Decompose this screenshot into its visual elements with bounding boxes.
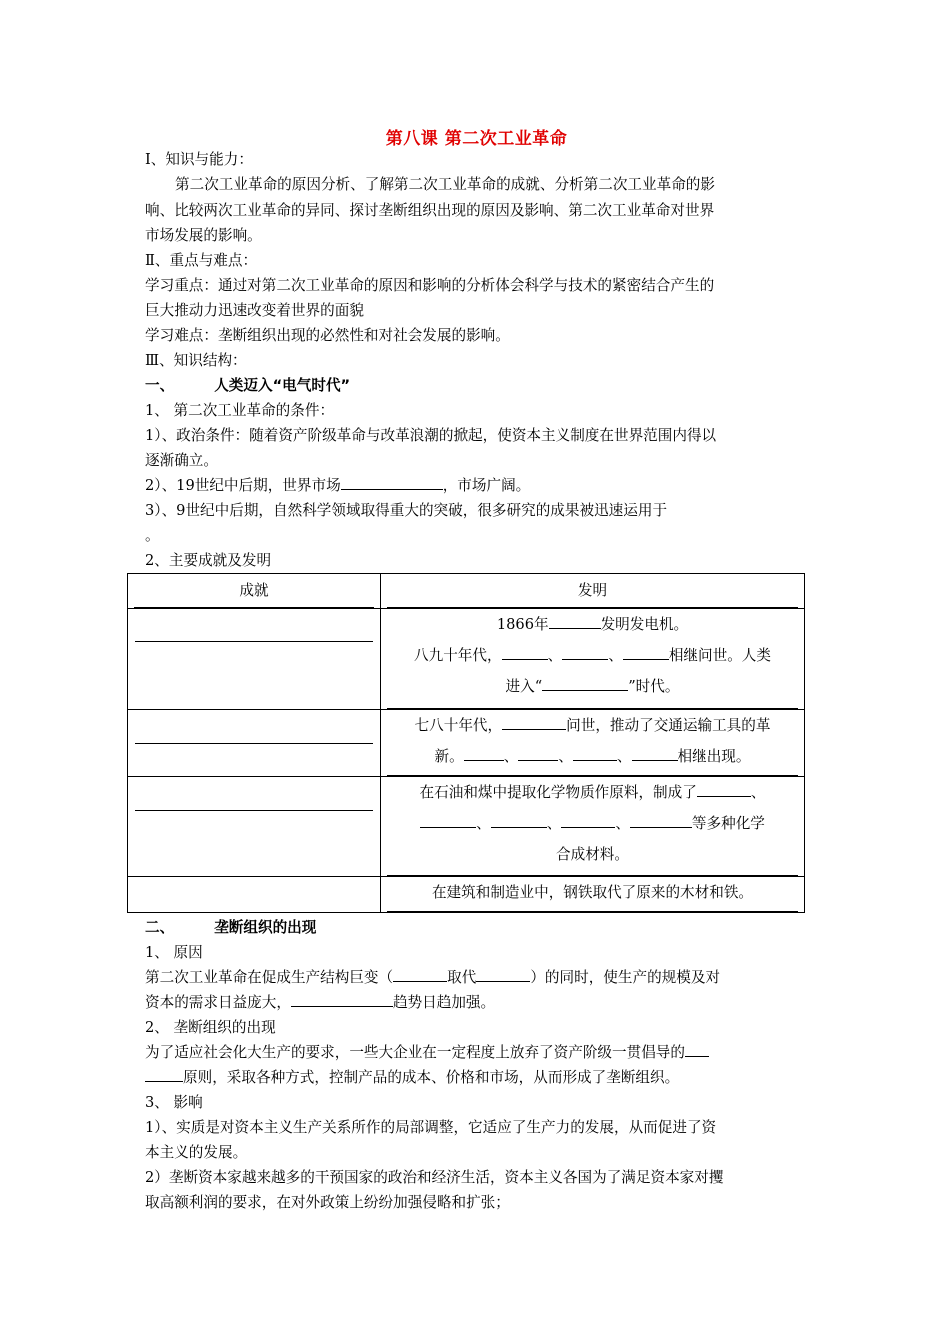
invention-line: 合成材料。 bbox=[556, 846, 629, 863]
fill-blank[interactable] bbox=[562, 644, 608, 660]
header-label: 成就 bbox=[239, 582, 269, 599]
part1-heading bbox=[145, 373, 350, 398]
key-point-text: 巨大推动力迅速改变着世界的面貌 bbox=[145, 302, 364, 319]
achievement-cell bbox=[128, 710, 381, 777]
text: 进入“ bbox=[505, 678, 543, 695]
achievement-cell bbox=[128, 777, 381, 877]
fill-blank[interactable] bbox=[341, 474, 443, 490]
text: 相继问世。人类 bbox=[668, 647, 771, 664]
condition-market bbox=[145, 473, 530, 498]
knowledge-text: 响、比较两次工业革命的异同、探讨垄断组织出现的原因及影响、第二次工业革命对世界 bbox=[145, 202, 715, 219]
table-header-achievement bbox=[128, 574, 381, 609]
text: 在石油和煤中提取化学物质作原料，制成了 bbox=[419, 784, 697, 801]
invention-line: 在建筑和制造业中，钢铁取代了原来的木材和铁。 bbox=[431, 884, 754, 901]
condition-political: 1）、政治条件：随着资产阶级革命与改革浪潮的掀起，使资本主义制度在世界范围内得以 bbox=[145, 427, 717, 444]
reason-heading: 1、 原因 bbox=[145, 944, 203, 961]
fill-blank[interactable] bbox=[623, 644, 669, 660]
text: 为了适应社会化大生产的要求，一些大企业在一定程度上放弃了资产阶级一贯倡导的 bbox=[145, 1044, 685, 1061]
text: 、 bbox=[476, 815, 491, 832]
fill-blank[interactable] bbox=[491, 812, 547, 828]
text: 、 bbox=[547, 647, 563, 664]
fill-blank[interactable] bbox=[291, 991, 393, 1007]
text: 、 bbox=[615, 815, 630, 832]
impact-text: 取高额利润的要求，在对外政策上纷纷加强侵略和扩张； bbox=[145, 1194, 510, 1211]
condition-market-text: ，市场广阔。 bbox=[442, 477, 531, 494]
impact-heading: 3、 影响 bbox=[145, 1094, 203, 1111]
table-header-invention bbox=[381, 574, 805, 609]
condition-political-cont: 逐渐确立。 bbox=[145, 452, 218, 469]
achievement-cell bbox=[128, 877, 381, 913]
fill-blank[interactable] bbox=[518, 745, 558, 761]
text: 问世，推动了交通运输工具的革 bbox=[566, 717, 771, 734]
header-label: 发明 bbox=[577, 582, 608, 599]
text: 原则，采取各种方式，控制产品的成本、价格和市场，从而形成了垄断组织。 bbox=[183, 1069, 680, 1086]
difficulty-text: 学习难点：垄断组织出现的必然性和对社会发展的影响。 bbox=[145, 327, 510, 344]
table-row bbox=[128, 877, 805, 913]
knowledge-text: 市场发展的影响。 bbox=[145, 227, 262, 244]
table-row bbox=[128, 777, 805, 877]
reason-text bbox=[145, 965, 720, 990]
monopoly-heading: 2、 垄断组织的出现 bbox=[145, 1019, 276, 1036]
invention-line bbox=[381, 710, 804, 741]
text: 、 bbox=[503, 748, 519, 765]
page-title: 第八课 第二次工业革命 bbox=[385, 129, 568, 149]
part1-title: 人类迈入“电气时代” bbox=[214, 377, 351, 394]
invention-line bbox=[381, 609, 804, 640]
key-point-text: 学习重点：通过对第二次工业革命的原因和影响的分析体会科学与技术的紧密结合产生的 bbox=[145, 277, 715, 294]
text: 八九十年代， bbox=[414, 647, 502, 664]
fill-blank[interactable] bbox=[630, 812, 692, 828]
fill-blank[interactable] bbox=[685, 1041, 709, 1057]
monopoly-text bbox=[145, 1065, 679, 1090]
fill-blank[interactable] bbox=[573, 745, 617, 761]
text: 新。 bbox=[434, 748, 464, 765]
fill-blank[interactable] bbox=[549, 613, 601, 629]
answer-line[interactable] bbox=[135, 641, 373, 642]
fill-blank[interactable] bbox=[502, 714, 566, 730]
text: 、 bbox=[608, 647, 623, 664]
section-heading-knowledge: Ⅰ、知识与能力： bbox=[145, 151, 253, 168]
condition-science: 3）、9世纪中后期，自然科学领域取得重大的突破，很多研究的成果被迅速运用于 bbox=[145, 502, 668, 519]
part2-number: 二、 bbox=[145, 919, 175, 936]
answer-line[interactable] bbox=[135, 810, 373, 811]
fill-blank[interactable] bbox=[145, 1066, 183, 1082]
invention-line bbox=[381, 777, 804, 808]
text: 资本的需求日益庞大， bbox=[145, 994, 291, 1011]
text: 等多种化学 bbox=[691, 815, 765, 832]
knowledge-text: 第二次工业革命的原因分析、了解第二次工业革命的成就、分析第二次工业革命的影 bbox=[175, 176, 715, 193]
table-row bbox=[128, 609, 805, 710]
part2-heading bbox=[145, 915, 316, 940]
achievement-cell bbox=[128, 609, 381, 710]
invention-line bbox=[381, 671, 804, 702]
fill-blank[interactable] bbox=[561, 812, 615, 828]
monopoly-text bbox=[145, 1040, 709, 1065]
impact-text: 本主义的发展。 bbox=[145, 1144, 248, 1161]
fill-blank[interactable] bbox=[632, 745, 678, 761]
fill-blank[interactable] bbox=[697, 781, 751, 797]
reason-text bbox=[145, 990, 495, 1015]
text: 相继出现。 bbox=[677, 748, 751, 765]
invention-cell bbox=[381, 609, 805, 710]
invention-cell bbox=[381, 710, 805, 777]
impact-text: 2）垄断资本家越来越多的干预国家的政治和经济生活，资本主义各国为了满足资本家对攫 bbox=[145, 1169, 724, 1186]
table-row bbox=[128, 710, 805, 777]
text: ）的同时，使生产的规模及对 bbox=[530, 969, 721, 986]
condition-market-text: 2）、19世纪中后期，世界市场 bbox=[145, 477, 341, 494]
text: 趋势日趋加强。 bbox=[392, 994, 496, 1011]
text: ”时代。 bbox=[628, 678, 680, 695]
invention-line bbox=[381, 640, 804, 671]
section-heading-structure: Ⅲ、知识结构： bbox=[145, 352, 247, 369]
conditions-heading: 1、 第二次工业革命的条件： bbox=[145, 402, 335, 419]
fill-blank[interactable] bbox=[542, 675, 628, 691]
invention-line bbox=[381, 808, 804, 839]
section-heading-key-points: Ⅱ、重点与难点： bbox=[145, 252, 258, 269]
text: 、 bbox=[750, 784, 766, 801]
answer-line[interactable] bbox=[135, 743, 373, 744]
text: 第二次工业革命在促成生产结构巨变（ bbox=[145, 969, 394, 986]
fill-blank[interactable] bbox=[420, 812, 476, 828]
text: 、 bbox=[616, 748, 632, 765]
fill-blank[interactable] bbox=[476, 966, 530, 982]
achievements-heading: 2、主要成就及发明 bbox=[145, 552, 272, 569]
text: 、 bbox=[558, 748, 573, 765]
part2-title: 垄断组织的出现 bbox=[214, 919, 317, 936]
text: 七八十年代， bbox=[414, 717, 503, 734]
fill-blank[interactable] bbox=[393, 966, 447, 982]
fill-blank[interactable] bbox=[464, 745, 504, 761]
condition-science-cont: 。 bbox=[145, 527, 160, 544]
impact-text: 1）、实质是对资本主义生产关系所作的局部调整，它适应了生产力的发展，从而促进了资 bbox=[145, 1119, 717, 1136]
text: 取代 bbox=[447, 969, 477, 986]
text: 、 bbox=[546, 815, 562, 832]
text: 发明发电机。 bbox=[600, 616, 689, 633]
invention-cell bbox=[381, 877, 805, 913]
invention-line bbox=[381, 741, 804, 772]
text: 1866年 bbox=[496, 616, 549, 633]
invention-cell bbox=[381, 777, 805, 877]
achievements-table bbox=[127, 573, 805, 913]
cell-underline bbox=[387, 911, 798, 912]
part1-number: 一、 bbox=[145, 377, 175, 394]
fill-blank[interactable] bbox=[502, 644, 548, 660]
